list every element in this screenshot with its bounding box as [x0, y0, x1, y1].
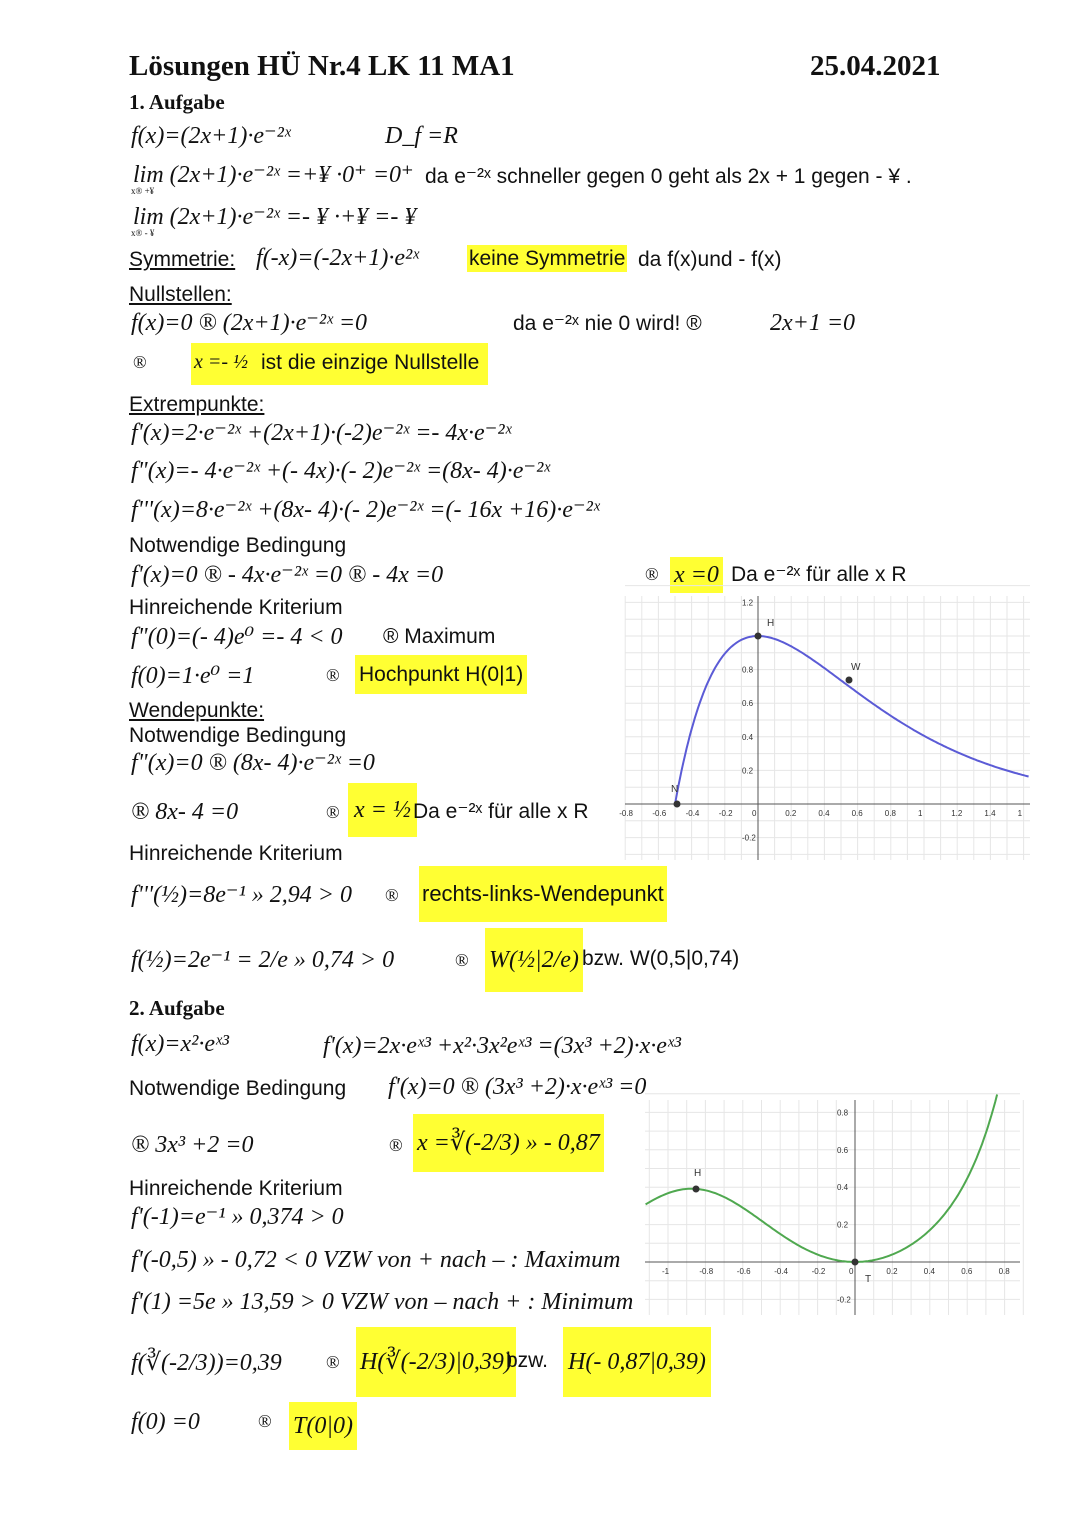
inflection-line: ® 8x- 4 =0: [131, 799, 239, 825]
graph1-y-tick: 0.6: [742, 699, 754, 709]
task2-hp-highlight2: H(- 0,87|0,39): [563, 1327, 711, 1397]
task2-nb-arrow: ®: [389, 1135, 403, 1155]
limit-minus-sub: x® - ¥: [131, 228, 155, 238]
inflection-nb-expr: f"(x)=0 ® (8x- 4)·e⁻²ˣ =0: [131, 750, 375, 776]
task2-nb-highlight: x =∛(-2/3) » - 0,87: [413, 1114, 604, 1172]
graph1-y-tick: -0.2: [742, 833, 756, 843]
graph2-x-tick: 0.6: [961, 1267, 973, 1276]
graph1-x-tick: 1.4: [984, 809, 996, 818]
symmetry-highlight: keine Symmetrie: [469, 247, 626, 270]
graph2-x-tick: -0.4: [774, 1267, 788, 1276]
graph1-x-tick: 1: [1017, 809, 1023, 818]
wp-pt-arrow: ®: [455, 950, 469, 970]
task2-hp-highlight: H(∛(-2/3)|0,39): [356, 1327, 516, 1397]
graph1-point-n: [674, 801, 681, 808]
inflection-hk-expr: f'''(½)=8e⁻¹ » 2,94 > 0: [131, 882, 352, 908]
graph2-x-tick: 0.4: [923, 1267, 935, 1276]
graph2-y-tick: 0.8: [837, 1108, 849, 1118]
hp-arrow: ®: [326, 665, 340, 685]
task2-hk-label: Hinreichende Kriterium: [129, 1177, 343, 1200]
graph1-y-tick: 0.8: [742, 665, 754, 675]
graph1-x-tick: 0.6: [851, 809, 863, 818]
graph1-x-tick: 0: [752, 809, 757, 818]
task1-domain: D_f =R: [385, 123, 458, 149]
graph1-x-tick: 0.2: [785, 809, 797, 818]
graph1-x-tick: -0.2: [718, 809, 733, 818]
graph2-x-tick: -0.6: [736, 1267, 751, 1276]
graph2-x-tick: 0: [849, 1267, 854, 1276]
extrema-label: Extrempunkte:: [129, 393, 265, 416]
graph2-label-t: T: [865, 1274, 872, 1285]
graph2-x-tick: -0.2: [811, 1267, 826, 1276]
limit-minus-expr: lim (2x+1)·e⁻²ˣ =- ¥ ·+¥ =- ¥: [133, 204, 417, 230]
nb-highlight: x =0: [670, 557, 723, 593]
task2-hp-arrow: ®: [326, 1352, 340, 1372]
graph1-x-tick: -0.6: [652, 809, 667, 818]
graph2-y-tick: 0.4: [837, 1183, 849, 1193]
wp-hk-arrow: ®: [385, 885, 399, 905]
zeros-arrow: ®: [133, 352, 147, 372]
wp-rest: Da e⁻²ˣ für alle x R: [413, 800, 589, 823]
inflection-nb-label: Notwendige Bedingung: [129, 724, 347, 747]
graph1-label-h: H: [767, 618, 775, 629]
third-derivative: f'''(x)=8·e⁻²ˣ +(8x- 4)·(- 2)e⁻²ˣ =(- 16x +16)·e⁻²ˣ: [131, 497, 600, 523]
task2-nb-expr: f'(x)=0 ® (3x³ +2)·x·eˣ³ =0: [388, 1074, 647, 1100]
graph1-y-tick: 0.2: [742, 766, 754, 776]
task2-function: f(x)=x²·eˣ³: [131, 1031, 229, 1057]
inflection-f-expr: f(½)=2e⁻¹ = 2/e » 0,74 > 0: [131, 947, 395, 973]
graph2-point-h: [693, 1186, 700, 1193]
graph2-point-t: [852, 1259, 859, 1266]
graph2-label-h: H: [694, 1168, 702, 1179]
inflection-hk-label: Hinreichende Kriterium: [129, 842, 343, 865]
nb-arrow: ®: [645, 564, 659, 584]
task2-hk1: f'(-1)=e⁻¹ » 0,374 > 0: [131, 1204, 344, 1230]
symmetry-expr: f(-x)=(-2x+1)·e²ˣ: [256, 245, 419, 271]
symmetry-rest: da f(x)und - f(x): [638, 248, 782, 271]
graph1-point-h: [755, 633, 762, 640]
task2-nb-line: ® 3x³ +2 =0: [131, 1132, 254, 1158]
limit-plus-sub: x® +¥: [131, 186, 155, 196]
page-title: Lösungen HÜ Nr.4 LK 11 MA1: [129, 50, 515, 82]
task2-hp-expr: f(∛(-2/3))=0,39: [131, 1350, 282, 1376]
task1-heading: 1. Aufgabe: [129, 90, 225, 114]
symmetry-label: Symmetrie:: [129, 248, 236, 271]
task2-tp-expr: f(0) =0: [131, 1409, 200, 1435]
graph2-y-tick: -0.2: [837, 1295, 851, 1305]
graph1-x-tick: 1.2: [951, 809, 963, 818]
inflection-point-rest: bzw. W(0,5|0,74): [582, 947, 740, 970]
task2-tp-arrow: ®: [258, 1411, 272, 1431]
graph1-label-w: W: [851, 662, 861, 673]
graph1-x-tick: -0.8: [619, 809, 633, 818]
graph2-x-tick: -0.8: [699, 1267, 714, 1276]
task2-tp-highlight: T(0|0): [289, 1402, 357, 1450]
task2-hk2: f'(-0,5) » - 0,72 < 0 VZW von + nach – : Maximum: [131, 1247, 621, 1273]
maximum-result: ® Maximum: [383, 625, 496, 648]
necessary-condition-label: Notwendige Bedingung: [129, 534, 347, 557]
sufficient-criterion-label: Hinreichende Kriterium: [129, 596, 343, 619]
necessary-condition-expr: f'(x)=0 ® - 4x·e⁻²ˣ =0 ® - 4x =0: [131, 562, 444, 588]
graph1-x-tick: 0.4: [818, 809, 830, 818]
limit-plus-text: da e⁻²ˣ schneller gegen 0 geht als 2x + 1 gegen - ¥ .: [425, 165, 912, 188]
graph1-y-tick: 0.4: [742, 732, 754, 742]
wp-arrow: ®: [326, 802, 340, 822]
graph1-x-tick: -0.4: [685, 809, 700, 818]
zeros-highlight-text: ist die einzige Nullstelle: [261, 351, 480, 374]
graph1-y-tick: 1.2: [742, 598, 754, 608]
graph-task1: [619, 596, 1030, 860]
first-derivative: f'(x)=2·e⁻²ˣ +(2x+1)·(-2)e⁻²ˣ =- 4x·e⁻²ˣ: [131, 420, 512, 446]
graph2-y-tick: 0.6: [837, 1145, 849, 1155]
zeros-label: Nullstellen:: [129, 283, 232, 306]
graph2-x-tick: 0.8: [998, 1267, 1010, 1276]
graph1-x-tick: 0.8: [884, 809, 896, 818]
task2-heading: 2. Aufgabe: [129, 996, 225, 1020]
high-point-expr: f(0)=1·e⁰ =1: [131, 663, 255, 689]
nb-rest: Da e⁻²ˣ für alle x R: [731, 563, 907, 586]
wp-highlight: x = ½: [348, 783, 417, 837]
graph1-label-n: N: [671, 784, 679, 795]
wp-hk-highlight: rechts-links-Wendepunkt: [419, 866, 667, 922]
graph1-x-tick: 1: [918, 809, 923, 818]
limit-plus-expr: lim (2x+1)·e⁻²ˣ =+¥ ·0⁺ =0⁺: [133, 162, 414, 188]
zeros-highlight-math: x =- ½: [194, 351, 249, 373]
second-derivative: f"(x)=- 4·e⁻²ˣ +(- 4x)·(- 2)e⁻²ˣ =(8x- 4)·e⁻²ˣ: [131, 458, 551, 484]
high-point-highlight: Hochpunkt H(0|1): [355, 655, 527, 694]
sufficient-criterion-expr: f"(0)=(- 4)e⁰ =- 4 < 0: [131, 624, 343, 650]
graph2-x-tick: -1: [662, 1267, 670, 1276]
zeros-line1-text: da e⁻²ˣ nie 0 wird! ®: [513, 312, 702, 335]
inflection-label: Wendepunkte:: [129, 699, 265, 722]
graph1-point-w: [846, 677, 853, 684]
zeros-line1: f(x)=0 ® (2x+1)·e⁻²ˣ =0: [131, 310, 368, 336]
graph-task2: [645, 1100, 1020, 1315]
page-date: 25.04.2021: [810, 50, 941, 82]
task2-nb-label: Notwendige Bedingung: [129, 1077, 347, 1100]
graph2-y-tick: 0.2: [837, 1220, 849, 1230]
task2-hp-mid: bzw.: [506, 1349, 549, 1372]
task1-function: f(x)=(2x+1)·e⁻²ˣ: [131, 123, 291, 149]
inflection-point-highlight: W(½|2/e): [485, 928, 583, 992]
zeros-line1-end: 2x+1 =0: [770, 310, 856, 336]
task2-derivative: f'(x)=2x·eˣ³ +x²·3x²eˣ³ =(3x³ +2)·x·eˣ³: [323, 1033, 681, 1059]
graph2-x-tick: 0.2: [886, 1267, 898, 1276]
task2-hk3: f'(1) =5e » 13,59 > 0 VZW von – nach + : Minimum: [131, 1289, 634, 1315]
